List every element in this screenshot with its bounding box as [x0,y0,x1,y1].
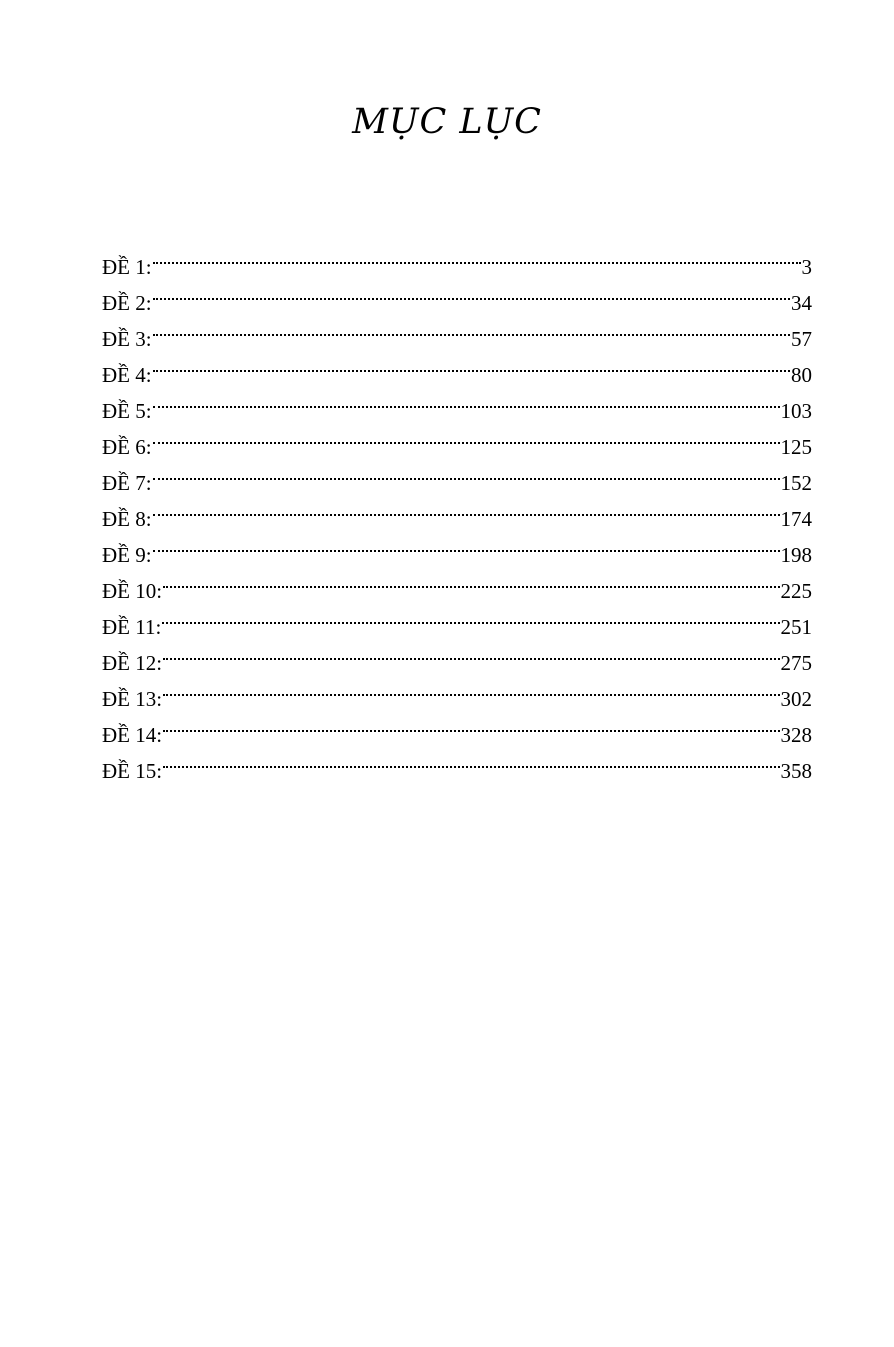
toc-leader-dots [153,382,780,418]
toc-leader-dots [153,526,780,562]
table-of-contents [102,238,812,783]
toc-entry[interactable] [102,706,812,747]
toc-entry[interactable] [102,238,812,279]
toc-leader-dots [162,598,779,634]
toc-entry-page: 198 [780,543,812,567]
toc-entry-label: ĐỀ 1: [102,255,152,279]
toc-leader-dots [153,490,780,526]
toc-entry[interactable] [102,382,812,423]
toc-entry-label: ĐỀ 5: [102,399,152,423]
toc-leader-dots [163,670,779,706]
toc-entry[interactable] [102,490,812,531]
toc-entry-page: 225 [780,579,812,603]
toc-entry-page: 302 [780,687,812,711]
toc-entry[interactable] [102,310,812,351]
toc-entry-page: 275 [780,651,812,675]
toc-entry-page: 174 [780,507,812,531]
toc-entry-label: ĐỀ 12: [102,651,163,675]
page-title: MỤC LỤC [352,102,542,142]
toc-entry-page: 328 [780,723,812,747]
toc-entry-page: 251 [780,615,812,639]
toc-entry-label: ĐỀ 10: [102,579,163,603]
toc-entry-label: ĐỀ 2: [102,291,152,315]
toc-entry-label: ĐỀ 3: [102,327,152,351]
toc-leader-dots [153,274,790,310]
toc-entry-label: ĐỀ 6: [102,435,152,459]
toc-entry[interactable] [102,526,812,567]
toc-entry-page: 80 [791,363,812,387]
toc-leader-dots [153,310,790,346]
toc-entry-label: ĐỀ 15: [102,759,163,783]
toc-leader-dots [153,238,801,274]
toc-entry[interactable] [102,598,812,639]
toc-entry-label: ĐỀ 9: [102,543,152,567]
toc-entry[interactable] [102,562,812,603]
toc-entry[interactable] [102,418,812,459]
toc-entry-label: ĐỀ 11: [102,615,162,639]
toc-leader-dots [163,742,779,778]
toc-entry-page: 57 [791,327,812,351]
toc-leader-dots [153,454,780,490]
toc-entry-label: ĐỀ 4: [102,363,152,387]
toc-entry[interactable] [102,634,812,675]
toc-leader-dots [163,706,779,742]
toc-entry-label: ĐỀ 13: [102,687,163,711]
toc-entry[interactable] [102,670,812,711]
toc-leader-dots [163,562,779,598]
toc-entry[interactable] [102,742,812,783]
toc-entry[interactable] [102,454,812,495]
toc-entry-page: 34 [791,291,812,315]
toc-entry-page: 103 [780,399,812,423]
toc-entry-page: 3 [801,255,812,279]
toc-leader-dots [163,634,779,670]
toc-entry-label: ĐỀ 8: [102,507,152,531]
toc-entry-label: ĐỀ 7: [102,471,152,495]
toc-entry-page: 358 [780,759,812,783]
toc-entry[interactable] [102,274,812,315]
toc-entry-page: 125 [780,435,812,459]
toc-entry-page: 152 [780,471,812,495]
toc-leader-dots [153,346,790,382]
toc-entry[interactable] [102,346,812,387]
toc-entry-label: ĐỀ 14: [102,723,163,747]
toc-leader-dots [153,418,780,454]
